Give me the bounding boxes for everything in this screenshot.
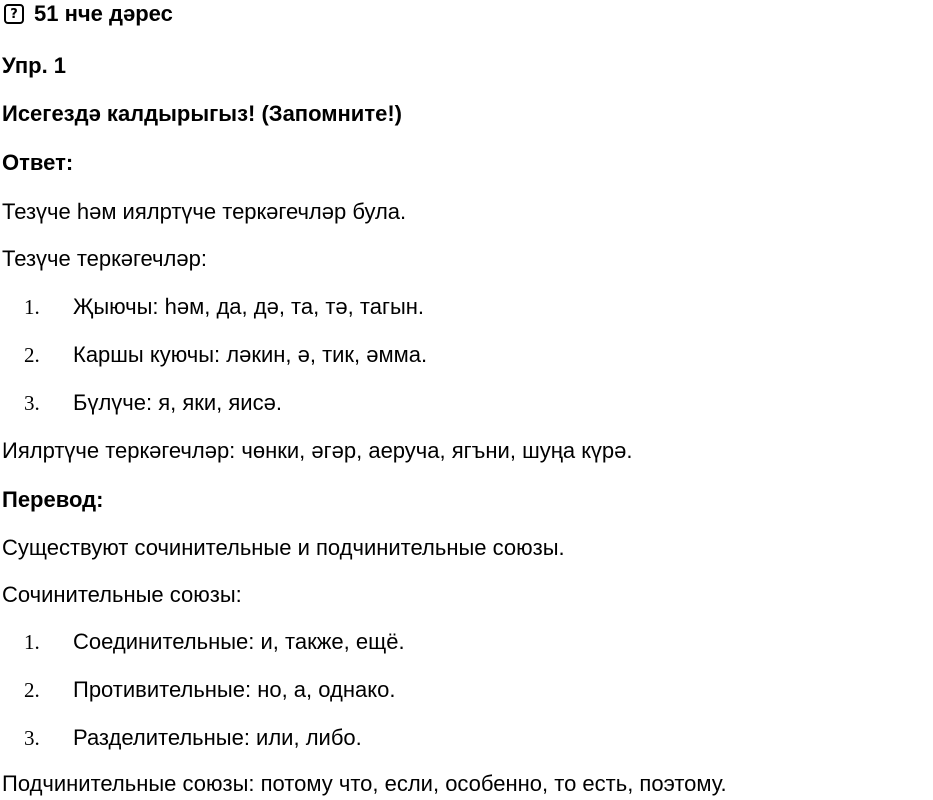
answer-intro: Тезүче һәм иялртүче теркәгечләр була. (2, 199, 407, 224)
answer-footer: Иялртүче теркәгечләр: чөнки, әгәр, аеруча, ягъни, шуңа күрә. (2, 438, 633, 463)
list-item-text: Җыючы: һәм, да, дә, та, тә, тагын. (73, 294, 425, 319)
list-item-text: Каршы куючы: ләкин, ә, тик, әмма. (73, 342, 428, 367)
translation-intro: Существуют сочинительные и подчинительные союзы. (2, 535, 565, 560)
list-item-text: Противительные: но, а, однако. (73, 677, 396, 702)
list-number: 1. (24, 630, 40, 654)
lesson-title-text: 51 нче дәрес (34, 1, 173, 26)
list-number: 2. (24, 678, 40, 702)
translation-list-item (0, 724, 933, 752)
list-number: 3. (24, 391, 40, 415)
answer-list-item (0, 293, 933, 321)
answer-list-item (0, 389, 933, 417)
list-number: 3. (24, 726, 40, 750)
translation-footer: Подчинительные союзы: потому что, если, особенно, то есть, поэтому. (2, 771, 727, 796)
question-icon: ? (4, 4, 24, 24)
answer-list-item (0, 341, 933, 369)
list-item-text: Соединительные: и, также, ещё. (73, 629, 405, 654)
translation-subheading: Сочинительные союзы: (2, 582, 242, 607)
translation-list-item (0, 628, 933, 656)
answer-subheading: Тезүче теркәгечләр: (2, 246, 207, 271)
list-item-text: Разделительные: или, либо. (73, 725, 362, 750)
lesson-title (4, 0, 173, 28)
translation-heading: Перевод: (2, 487, 104, 512)
exercise-label: Упр. 1 (2, 53, 67, 78)
list-item-text: Бүлүче: я, яки, яисә. (73, 390, 282, 415)
answer-heading: Ответ: (2, 150, 74, 175)
instruction-text: Исегездә калдырыгыз! (Запомните!) (2, 101, 402, 126)
list-number: 2. (24, 343, 40, 367)
translation-list-item (0, 676, 933, 704)
list-number: 1. (24, 295, 40, 319)
